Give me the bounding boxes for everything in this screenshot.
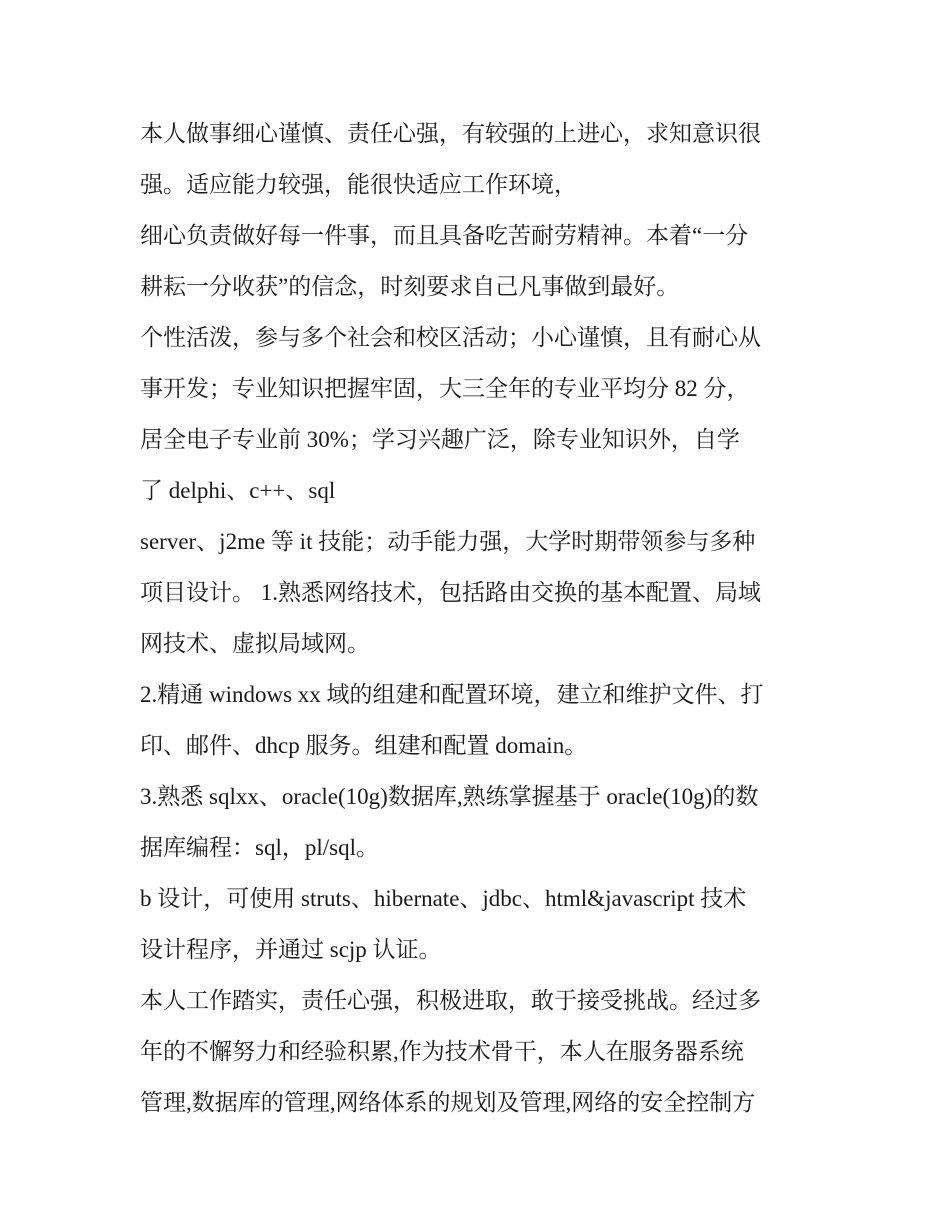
text-line: 本人做事细心谨慎、责任心强，有较强的上进心，求知意识很 [140, 121, 761, 146]
text-line: 个性活泼，参与多个社会和校区活动；小心谨慎，且有耐心从 [140, 325, 761, 350]
text-line: 细心负责做好每一件事，而且具备吃苦耐劳精神。本着“一分 [140, 223, 749, 248]
text-line: 了 delphi、c++、sql [140, 478, 336, 503]
text-line: 本人工作踏实，责任心强，积极进取，敢于接受挑战。经过多 [140, 988, 761, 1013]
text-line: b 设计，可使用 struts、hibernate、jdbc、html&javascript 技术 [140, 886, 747, 911]
text-line: 事开发；专业知识把握牢固，大三全年的专业平均分 82 分， [140, 376, 750, 401]
text-line: 年的不懈努力和经验积累,作为技术骨干，本人在服务器系统 [140, 1039, 744, 1064]
text-line: 居全电子专业前 30%；学习兴趣广泛，除专业知识外，自学 [140, 427, 740, 452]
text-line: 管理,数据库的管理,网络体系的规划及管理,网络的安全控制方 [140, 1090, 756, 1115]
document-body [140, 108, 820, 1128]
text-line: 强。适应能力较强，能很快适应工作环境， [140, 172, 577, 197]
text-line: 据库编程：sql，pl/sql。 [140, 835, 379, 860]
text-line: server、j2me 等 it 技能；动手能力强，大学时期带领参与多种 [140, 529, 756, 554]
text-line: 项目设计。 1.熟悉网络技术，包括路由交换的基本配置、局域 [140, 580, 761, 605]
text-line: 2.精通 windows xx 域的组建和配置环境，建立和维护文件、打 [140, 682, 764, 707]
text-line: 设计程序，并通过 scjp 认证。 [140, 937, 442, 962]
text-line: 印、邮件、dhcp 服务。组建和配置 domain。 [140, 733, 588, 758]
text-line: 3.熟悉 sqlxx、oracle(10g)数据库,熟练掌握基于 oracle(10g)的数 [140, 784, 759, 809]
text-line: 耕耘一分收获”的信念，时刻要求自己凡事做到最好。 [140, 274, 680, 299]
text-line: 网技术、虚拟局域网。 [140, 631, 370, 656]
